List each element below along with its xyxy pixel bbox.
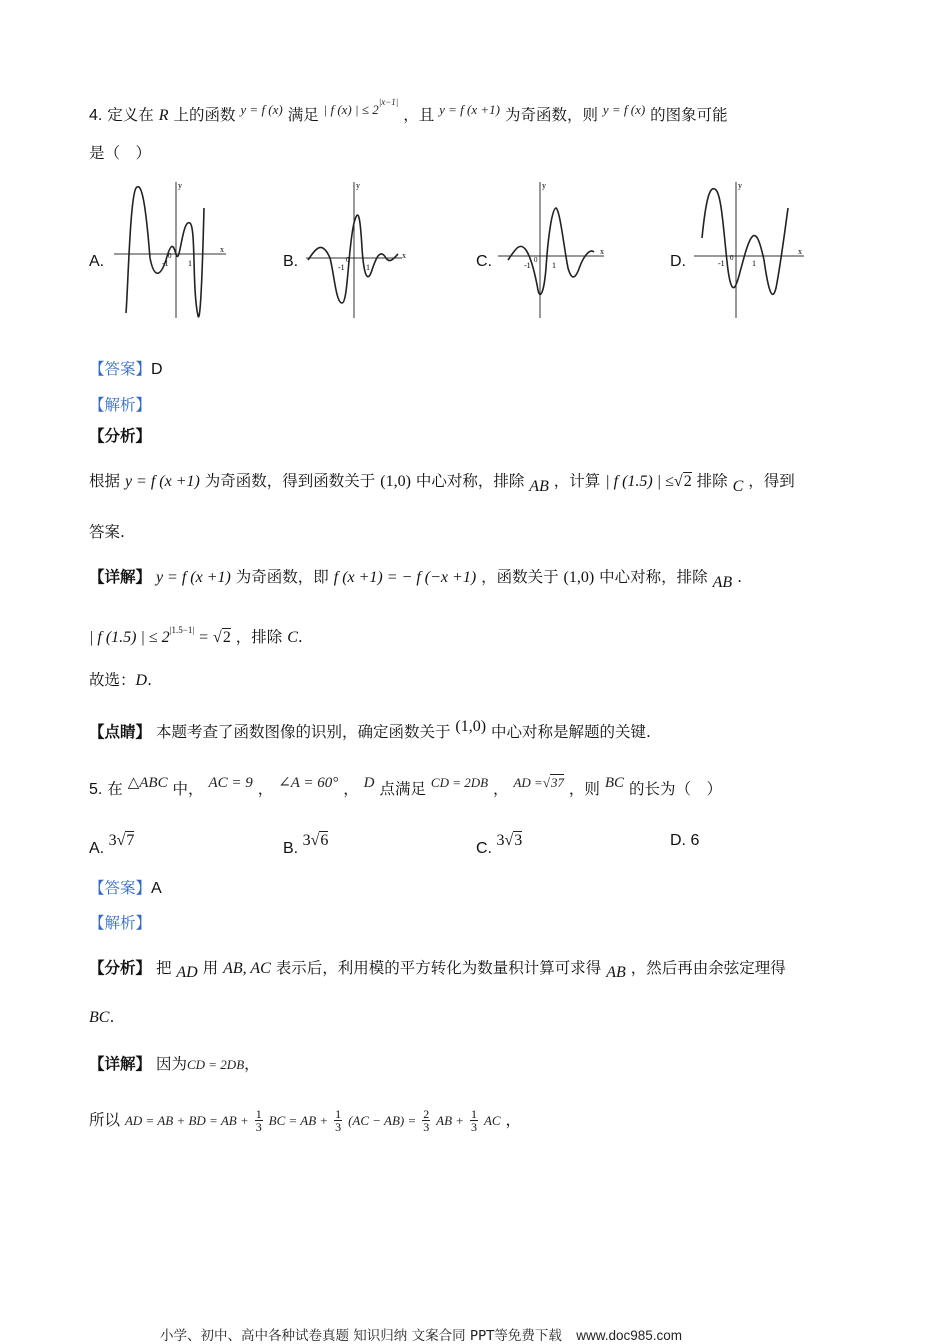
q5-option-d: D. 6 xyxy=(670,832,700,849)
q4-dianjing: 【点睛】 本题考查了函数图像的识别，确定函数关于 (1,0) 中心对称是解题的关键. xyxy=(89,718,651,741)
graph-a-x-label: x xyxy=(220,245,224,254)
q4-fenxi-line2: 答案. xyxy=(89,523,125,541)
graph-b-neg1-label: -1 xyxy=(338,263,345,272)
graph-a-one-label: 1 xyxy=(188,259,192,268)
q4-stem-line2: 是（ ） xyxy=(89,144,152,162)
q4-jiexi-tag: 【解析】 xyxy=(89,396,152,414)
graph-d-neg1-label: -1 xyxy=(718,259,725,268)
q4-option-b-label: B. xyxy=(283,253,299,270)
graph-a-neg1-label: -1 xyxy=(162,259,169,268)
q5-fenxi-text: 【分析】 把 AD 用 AB, AC 表示后，利用模的平方转化为数量积计算可求得 AB ，然后再由余弦定理得 xyxy=(89,959,786,981)
graph-c-zero-label: 0 xyxy=(534,256,538,264)
graph-d-y-label: y xyxy=(738,181,742,190)
q4-fenxi-tag: 【分析】 xyxy=(89,427,152,445)
q5-option-a: A. 3√7 xyxy=(89,832,135,857)
graph-a-y-label: y xyxy=(178,181,182,190)
graph-b-one-label: 1 xyxy=(366,263,370,272)
q5-xiangjie-text: 【详解】 因为CD = 2DB， xyxy=(89,1055,260,1073)
graph-b-x-label: x xyxy=(402,251,406,260)
graph-c-neg1-label: -1 xyxy=(524,261,531,270)
q4-graph-d xyxy=(690,178,810,323)
q4-option-c-label: C. xyxy=(476,253,492,270)
q4-option-a-label: A. xyxy=(89,253,105,270)
q4-graph-c xyxy=(494,178,609,323)
graph-d-one-label: 1 xyxy=(752,259,756,268)
footer-text: 小学、初中、高中各种试卷真题 知识归纳 文案合同 PPT等免费下载 xyxy=(160,1328,562,1344)
q5-option-b: B. 3√6 xyxy=(283,832,329,857)
q5-answer: 【答案】A xyxy=(89,879,162,897)
q5-jiexi-tag: 【解析】 xyxy=(89,914,152,932)
graph-c-one-label: 1 xyxy=(552,261,556,270)
q4-stem: 4. 定义在 R 上的函数 $^{y = f (x)}$ 满足 $^{| f (x) | \le 2^{|x-1|}}$ ，且 $^{y = f (x +1)}$ 为奇函数，则 $^{y = f (x)}$ 的图象可能 xyxy=(89,97,728,124)
q4-answer: 【答案】D xyxy=(89,360,163,378)
q5-option-c: C. 3√3 xyxy=(476,832,523,857)
graph-b-y-label: y xyxy=(356,181,360,190)
q5-stem: 5. 在 △ABC 中， AC = 9 ， ∠A = 60° ， D 点满足 $^{CD = 2DB}$ ， $^{AD =√37}$ ，则 BC 的长为（ ） xyxy=(89,775,722,798)
q4-xiangjie-line2: | f (1.5) | ≤ $2^{|1.5-1|} = √2$ ，排除 C. xyxy=(89,625,303,646)
graph-c-x-label: x xyxy=(600,247,604,256)
graph-c-y-label: y xyxy=(542,181,546,190)
graph-b-zero-label: 0 xyxy=(346,256,350,264)
q5-equation-line: 所以 AD = AB + BD = AB + $\frac{1}{3}$ BC = AB + $\frac{1}{3}$ (AC − AB) = $\frac{2}{3}$ AB + $\frac{1}{3}$ AC ， xyxy=(89,1107,522,1134)
q5-fenxi-line2: BC. xyxy=(89,1008,115,1026)
q4-option-d-label: D. xyxy=(670,253,686,270)
graph-d-x-label: x xyxy=(798,247,802,256)
footer xyxy=(160,1324,682,1344)
graph-d-zero-label: 0 xyxy=(730,254,734,262)
graph-a-zero-label: 0 xyxy=(168,252,172,260)
q4-guxuan: 故选：D. xyxy=(89,671,153,689)
q4-fenxi-text: 根据 y = f (x +1) 为奇函数，得到函数关于 (1,0) 中心对称，排除 AB ，计算 | f (1.5) | ≤√2 排除 C ，得到 xyxy=(89,472,795,495)
q4-graph-b xyxy=(302,178,412,323)
q4-xiangjie-text: 【详解】 y = f (x +1) 为奇函数，即 f (x +1) = − f (−x +1) ，函数关于 (1,0) 中心对称，排除 AB . xyxy=(89,568,742,591)
q4-graph-a xyxy=(110,178,230,323)
footer-site-link[interactable]: www.doc985.com xyxy=(576,1328,683,1343)
